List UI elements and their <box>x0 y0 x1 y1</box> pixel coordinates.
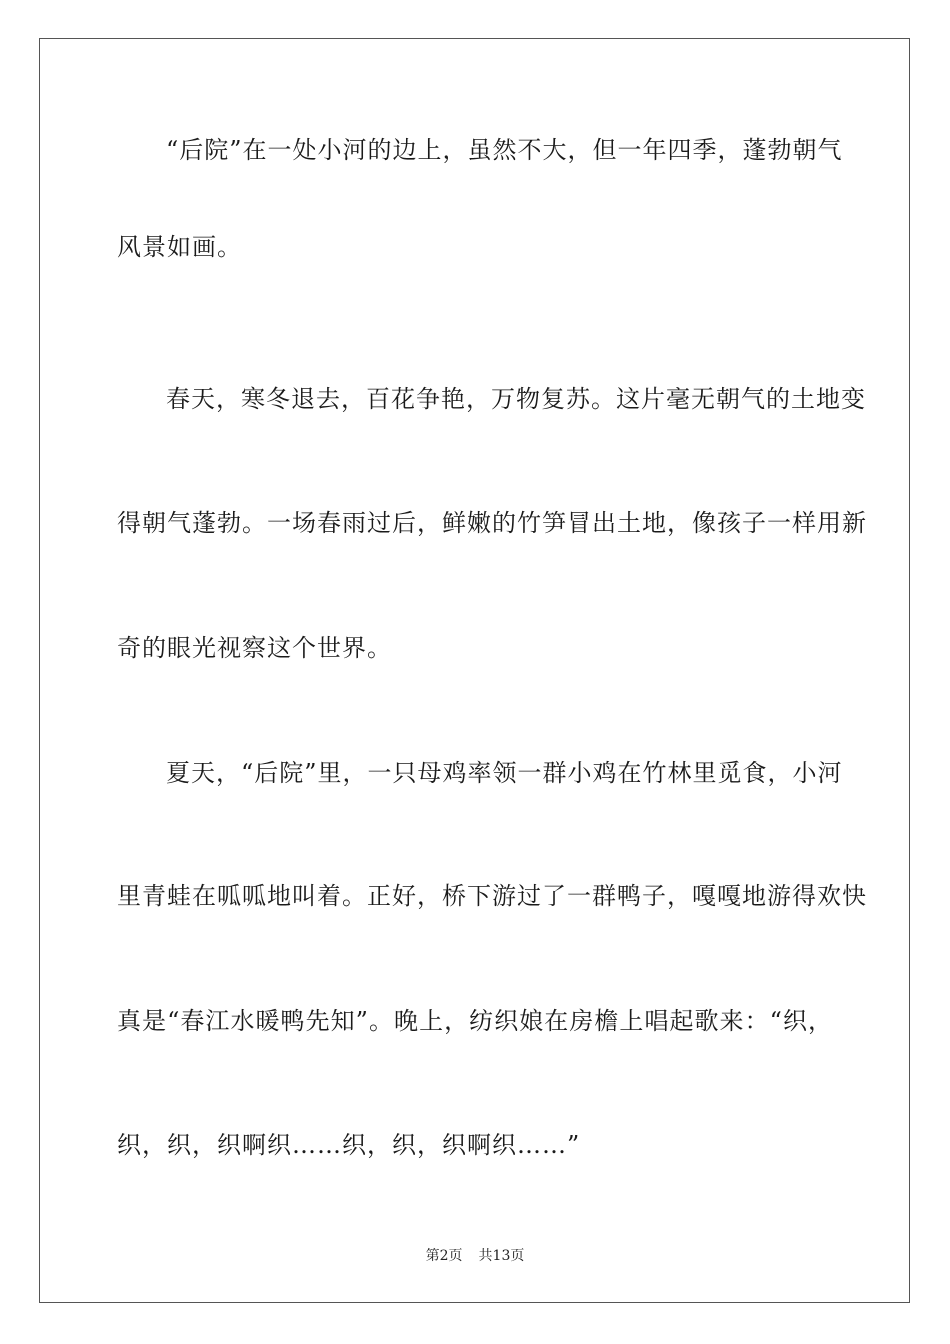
page-footer <box>0 1246 950 1266</box>
paragraph-line: 奇的眼光视察这个世界。 <box>117 634 392 662</box>
total-pages: 共13页 <box>478 1248 525 1264</box>
paragraph-line: 真是“春江水暖鸭先知”。晚上，纺织娘在房檐上唱起歌来：“织， <box>117 1007 833 1035</box>
paragraph-line: 夏天，“后院”里，一只母鸡率领一群小鸡在竹林里觅食，小河 <box>166 759 843 787</box>
paragraph-line: “后院”在一处小河的边上，虽然不大，但一年四季，蓬勃朝气 <box>166 136 843 164</box>
page-frame <box>39 38 910 1303</box>
paragraph-line: 里青蛙在呱呱地叫着。正好，桥下游过了一群鸭子，嘎嘎地游得欢快 <box>117 882 867 910</box>
paragraph-line: 风景如画。 <box>117 233 242 261</box>
page-number: 第2页 <box>425 1248 463 1264</box>
paragraph-line: 春天，寒冬退去，百花争艳，万物复苏。这片毫无朝气的土地变 <box>166 385 866 413</box>
paragraph-line: 织，织，织啊织……织，织，织啊织……” <box>117 1131 581 1159</box>
paragraph-line: 得朝气蓬勃。一场春雨过后，鲜嫩的竹笋冒出土地，像孩子一样用新 <box>117 509 867 537</box>
